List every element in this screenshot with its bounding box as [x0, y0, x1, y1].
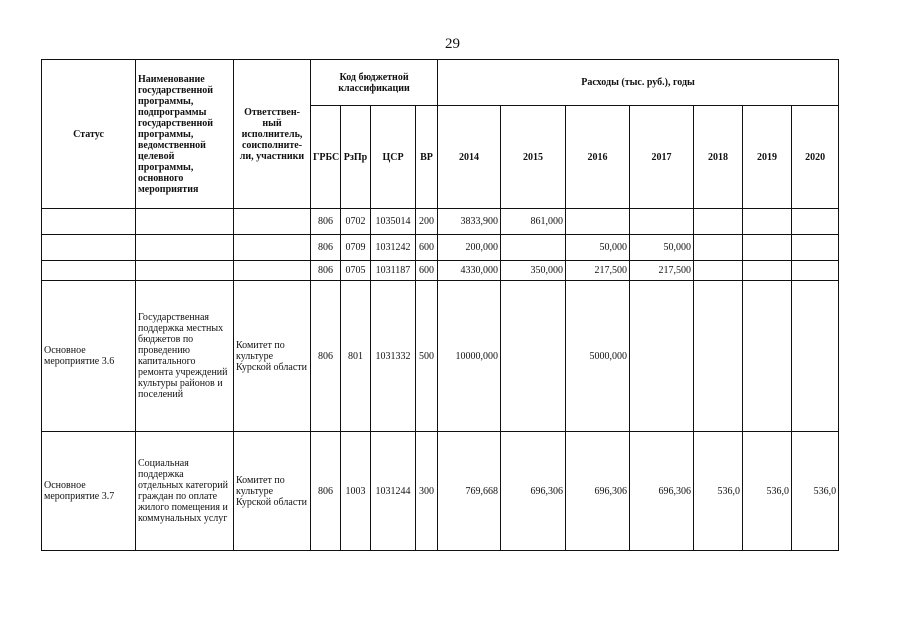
value-2015: 861,000 — [501, 209, 566, 235]
header-executor: Ответствен-ный исполнитель, соисполните-ли, участники — [234, 60, 311, 209]
grbs-cell: 806 — [311, 281, 341, 432]
value-2017: 696,306 — [630, 432, 694, 551]
value-2019 — [743, 209, 792, 235]
value-2018: 536,0 — [694, 432, 743, 551]
value-2019 — [743, 235, 792, 261]
name-cell: Государственная поддержка местных бюджетов по проведению капитального ремонта учреждений культуры районов и поселений — [136, 281, 234, 432]
table-row — [42, 281, 839, 432]
rzpr-cell: 0705 — [341, 261, 371, 281]
header-csr: ЦСР — [371, 106, 416, 209]
value-2014: 200,000 — [438, 235, 501, 261]
header-year-2020: 2020 — [792, 106, 839, 209]
header-vr: ВР — [416, 106, 438, 209]
csr-cell: 1031244 — [371, 432, 416, 551]
header-year-2014: 2014 — [438, 106, 501, 209]
csr-cell: 1031187 — [371, 261, 416, 281]
vr-cell: 200 — [416, 209, 438, 235]
header-grbs: ГРБС — [311, 106, 341, 209]
csr-cell: 1031332 — [371, 281, 416, 432]
value-2020 — [792, 209, 839, 235]
header-year-2016: 2016 — [566, 106, 630, 209]
value-2015 — [501, 235, 566, 261]
header-status: Статус — [42, 60, 136, 209]
value-2016: 50,000 — [566, 235, 630, 261]
budget-table — [41, 59, 839, 551]
name-cell — [136, 209, 234, 235]
executor-cell — [234, 209, 311, 235]
header-year-2015: 2015 — [501, 106, 566, 209]
vr-cell: 300 — [416, 432, 438, 551]
header-year-2017: 2017 — [630, 106, 694, 209]
rzpr-cell: 0702 — [341, 209, 371, 235]
status-cell — [42, 261, 136, 281]
value-2015: 350,000 — [501, 261, 566, 281]
value-2018 — [694, 261, 743, 281]
rzpr-cell: 801 — [341, 281, 371, 432]
value-2020 — [792, 261, 839, 281]
executor-cell: Комитет по культуре Курской области — [234, 432, 311, 551]
status-cell: Основное мероприятие 3.6 — [42, 281, 136, 432]
value-2018 — [694, 281, 743, 432]
table-row — [42, 235, 839, 261]
name-cell — [136, 235, 234, 261]
header-rzpr: РзПр — [341, 106, 371, 209]
rzpr-cell: 1003 — [341, 432, 371, 551]
vr-cell: 600 — [416, 261, 438, 281]
value-2014: 4330,000 — [438, 261, 501, 281]
csr-cell: 1035014 — [371, 209, 416, 235]
value-2015 — [501, 281, 566, 432]
header-expenses: Расходы (тыс. руб.), годы — [438, 60, 839, 106]
value-2016: 5000,000 — [566, 281, 630, 432]
name-cell — [136, 261, 234, 281]
value-2017: 50,000 — [630, 235, 694, 261]
grbs-cell: 806 — [311, 261, 341, 281]
value-2014: 769,668 — [438, 432, 501, 551]
table-row — [42, 261, 839, 281]
status-cell — [42, 209, 136, 235]
value-2014: 10000,000 — [438, 281, 501, 432]
value-2019 — [743, 261, 792, 281]
value-2018 — [694, 235, 743, 261]
csr-cell: 1031242 — [371, 235, 416, 261]
header-name: Наименование государственной программы, подпрограммы государственной программы, ведомственной целевой программы, основного мероприятия — [136, 60, 234, 209]
vr-cell: 600 — [416, 235, 438, 261]
value-2018 — [694, 209, 743, 235]
executor-cell — [234, 261, 311, 281]
grbs-cell: 806 — [311, 235, 341, 261]
header-row-1 — [42, 60, 839, 106]
value-2019: 536,0 — [743, 432, 792, 551]
name-cell: Социальная поддержка отдельных категорий граждан по оплате жилого помещения и коммунальных услуг — [136, 432, 234, 551]
header-year-2019: 2019 — [743, 106, 792, 209]
status-cell — [42, 235, 136, 261]
grbs-cell: 806 — [311, 432, 341, 551]
vr-cell: 500 — [416, 281, 438, 432]
value-2016: 696,306 — [566, 432, 630, 551]
value-2014: 3833,900 — [438, 209, 501, 235]
value-2020: 536,0 — [792, 432, 839, 551]
value-2020 — [792, 235, 839, 261]
grbs-cell: 806 — [311, 209, 341, 235]
value-2017 — [630, 209, 694, 235]
value-2015: 696,306 — [501, 432, 566, 551]
executor-cell: Комитет по культуре Курской области — [234, 281, 311, 432]
page-number: 29 — [445, 36, 460, 52]
executor-cell — [234, 235, 311, 261]
value-2016: 217,500 — [566, 261, 630, 281]
value-2020 — [792, 281, 839, 432]
table-row — [42, 209, 839, 235]
rzpr-cell: 0709 — [341, 235, 371, 261]
header-year-2018: 2018 — [694, 106, 743, 209]
status-cell: Основное мероприятие 3.7 — [42, 432, 136, 551]
value-2017: 217,500 — [630, 261, 694, 281]
header-budget-code: Код бюджетной классификации — [311, 60, 438, 106]
table-row — [42, 432, 839, 551]
value-2016 — [566, 209, 630, 235]
value-2019 — [743, 281, 792, 432]
value-2017 — [630, 281, 694, 432]
